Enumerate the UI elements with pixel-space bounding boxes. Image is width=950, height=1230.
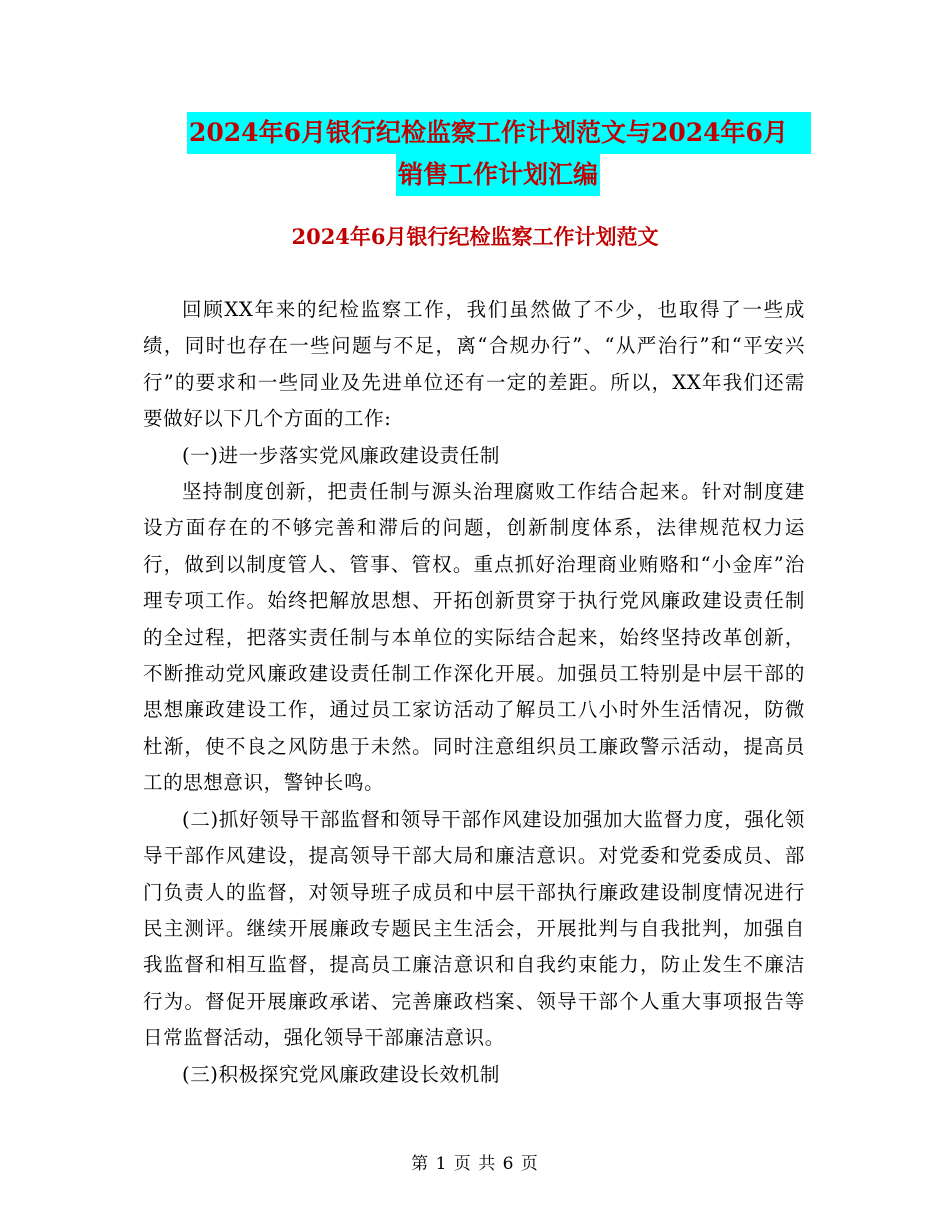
heading-item-3: (三)积极探究党风廉政建设长效机制: [182, 1062, 500, 1086]
page-footer: 第 1 页 共 6 页: [411, 1154, 539, 1174]
document-body: [143, 292, 805, 1093]
section-title: 2024年6月银行纪检监察工作计划范文: [291, 224, 659, 249]
paragraph-item-2: (二)抓好领导干部监督和领导干部作风建设加强加大监督力度，强化领导干部作风建设，提高领导干部大局和廉洁意识。对党委和党委成员、部门负责人的监督，对领导班子成员和中层干部执行廉政建设制度情况进行民主测评。继续开展廉政专题民主生活会，开展批判与自我批判，加强自我监督和相互监督，提高员工廉洁意识和自我约束能力，防止发生不廉洁行为。督促开展廉政承诺、完善廉政档案、领导干部个人重大事项报告等日常监督活动，强化领导干部廉洁意识。: [143, 807, 805, 1050]
heading-item-1: (一)进一步落实党风廉政建设责任制: [182, 443, 500, 467]
paragraph-intro: 回顾XX年来的纪检监察工作，我们虽然做了不少，也取得了一些成绩，同时也存在一些问题与不足，离“合规办行”、“从严治行”和“平安兴行”的要求和一些同业及先进单位还有一定的差距。所以，XX年我们还需要做好以下几个方面的工作:: [143, 298, 805, 431]
document-title-line1: 2024年6月银行纪检监察工作计划范文与2024年6月: [187, 112, 811, 154]
document-title-line2: 销售工作计划汇编: [396, 154, 600, 196]
paragraph-item-1: 坚持制度创新，把责任制与源头治理腐败工作结合起来。针对制度建设方面存在的不够完善和滞后的问题，创新制度体系，法律规范权力运行，做到以制度管人、管事、管权。重点抓好治理商业贿赂和“小金库”治理专项工作。始终把解放思想、开拓创新贯穿于执行党风廉政建设责任制的全过程，把落实责任制与本单位的实际结合起来，始终坚持改革创新，不断推动党风廉政建设责任制工作深化开展。加强员工特别是中层干部的思想廉政建设工作，通过员工家访活动了解员工八小时外生活情况，防微杜渐，使不良之风防患于未然。同时注意组织员工廉政警示活动，提高员工的思想意识，警钟长鸣。: [143, 480, 805, 795]
